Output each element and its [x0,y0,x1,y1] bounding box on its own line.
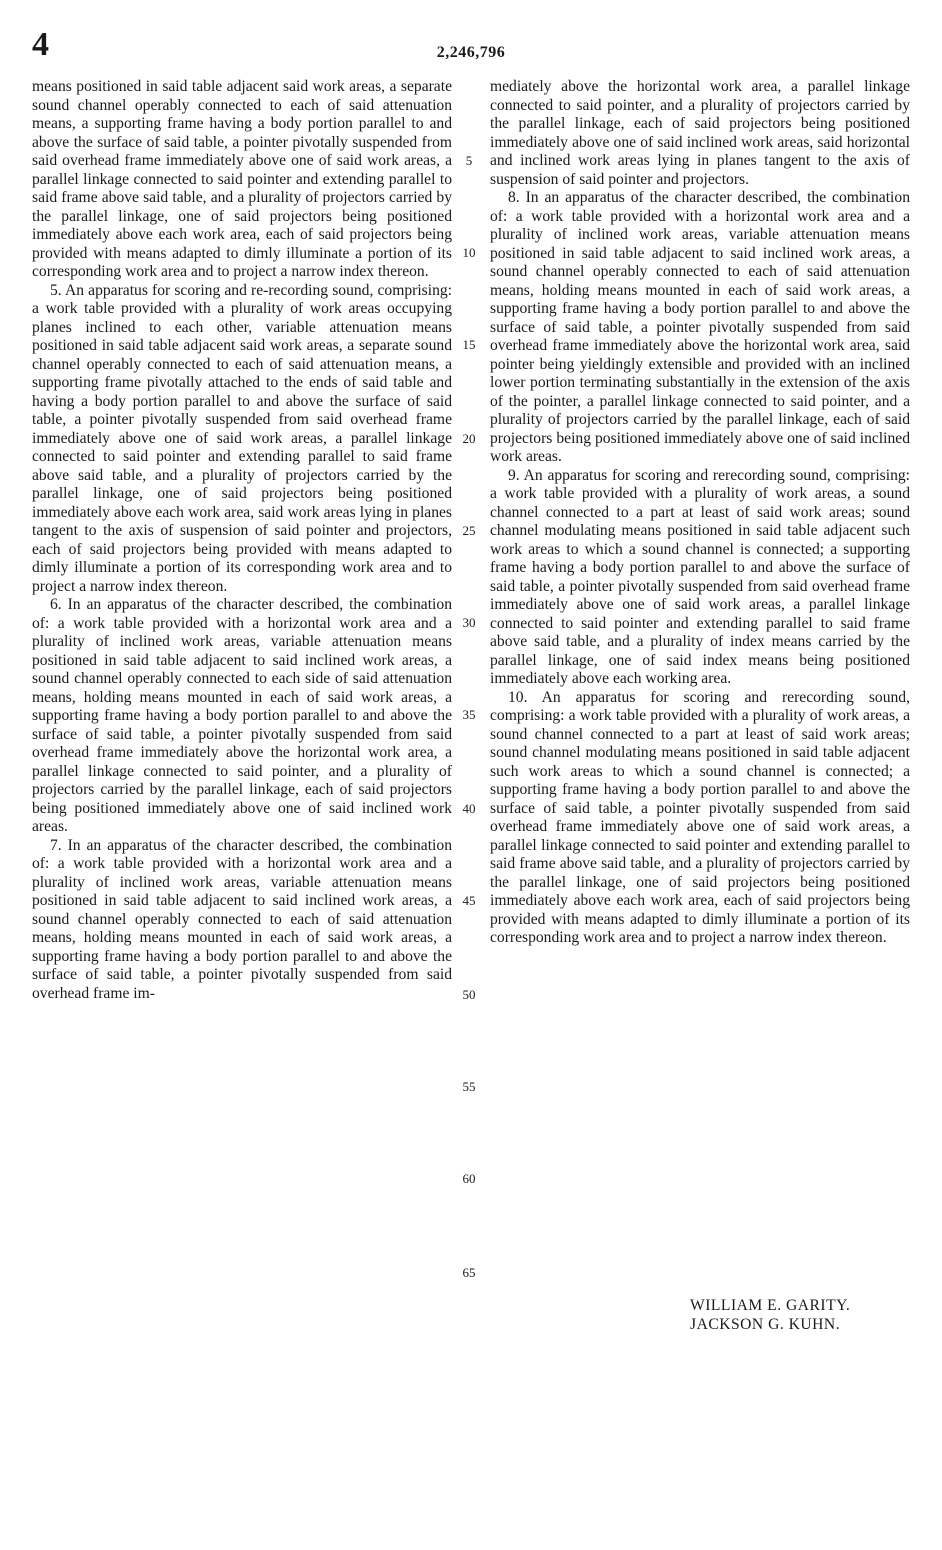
line-number: 35 [462,707,476,722]
line-number: 25 [462,523,476,538]
line-number: 20 [462,431,476,446]
line-number: 45 [462,893,476,908]
claim-paragraph: means positioned in said table adjacent said work areas, a separate sound channel operably connected to each of said attenuation means, a supporting frame having a body portion parallel to and above the surface of said table, a pointer pivotally suspended from said overhead frame immediately above one of said work areas, a parallel linkage connected to said pointer and extending parallel to said frame above said table, and a plurality of projectors carried by the parallel linkage, one of said projectors being positioned immediately above each work area, each of said projectors being provided with means adapted to dimly illuminate a portion of its corresponding work area and to project a narrow index thereon. [32,78,452,280]
line-number: 40 [462,801,476,816]
claim-paragraph: 6. In an apparatus of the character described, the combination of: a work table provided with a horizontal work area and a plurality of inclined work areas, variable attenuation means positioned in said table adjacent to said inclined work areas, a sound channel operably connected to each side of said attenuation means, holding means mounted in each of said work areas, a supporting frame having a body portion parallel to and above the surface of said table, a pointer pivotally suspended from said overhead frame immediately above the horizontal work area, a parallel linkage connected to said pointer, and a plurality of projectors carried by the parallel linkage, each of said projectors being positioned immediately above one of said inclined work areas. [32,596,452,835]
inventor-name: WILLIAM E. GARITY. [690,1297,851,1314]
left-column [32,78,452,1003]
claim-paragraph: 8. In an apparatus of the character described, the combination of: a work table provided with a horizontal work area and a plurality of inclined work areas, variable attenuation means positioned in said table adjacent to said inclined work areas, a sound channel operably connected to each of said attenuation means, holding means mounted in each of said work areas, a supporting frame having a body portion parallel to and above the surface of said table, a pointer pivotally suspended from said overhead frame immediately above the horizontal work area, said pointer being yieldingly extensible and provided with an inclined lower portion terminating substantially in the extension of the axis of the pointer, a parallel linkage connected to said pointer, and a plurality of projectors carried by the parallel linkage, each of said projectors being positioned immediately above one of said inclined work areas. [490,189,910,465]
claim-paragraph: 5. An apparatus for scoring and re-recording sound, comprising: a work table provided with a plurality of work areas occupying planes inclined to each other, variable attenuation means positioned in said table adjacent said work areas, a separate sound channel operably connected to each of said attenuation means, a supporting frame pivotally attached to the ends of said table and having a body portion parallel to and above the surface of said table, a pointer pivotally suspended from said overhead frame immediately above one of said work areas, a parallel linkage connected to said pointer and extending parallel to said frame above said table, and a plurality of projectors carried by the parallel linkage, one of said projectors being positioned immediately above each work area, said work areas lying in planes tangent to the axis of suspension of said pointer and projectors, each of said projectors being provided with means adapted to dimly illuminate a portion of its corresponding work area and to project a narrow index thereon. [32,281,452,595]
line-number: 15 [462,337,476,352]
claim-paragraph: 9. An apparatus for scoring and rerecording sound, comprising: a work table provided with a plurality of work areas, a sound channel connected to a part at least of said work areas; sound channel modulating means positioned in said table adjacent such work areas to which a sound channel is connected; a supporting frame having a body portion parallel to and above the surface of said table, a pointer pivotally suspended from said overhead frame immediately above one of said work areas, a parallel linkage connected to said pointer and extending parallel to said frame above said table, and a plurality of index means carried by the parallel linkage, one of said index means being positioned immediately above each working area. [490,466,910,687]
line-number: 65 [462,1265,476,1280]
line-number: 50 [462,987,476,1002]
patent-number: 2,246,796 [436,44,506,61]
signature-block [690,1296,850,1334]
page-number: 4 [32,26,49,63]
line-number: 60 [462,1171,476,1186]
claim-paragraph: mediately above the horizontal work area, a parallel linkage connected to said pointer, and a plurality of projectors carried by the parallel linkage, each of said projectors being positioned immediately above one of said inclined work areas, said horizontal and inclined work areas lying in planes tangent to the axis of suspension of said pointer and projectors. [490,78,910,188]
claim-paragraph: 10. An apparatus for scoring and rerecording sound, comprising: a work table provided with a plurality of work areas, a sound channel connected to a part at least of said work areas; sound channel modulating means positioned in said table adjacent such work areas to which a sound channel is connected; a supporting frame having a body portion parallel to and above the surface of said table, a pointer pivotally suspended from said overhead frame immediately above one of said work areas, a parallel linkage connected to said pointer and extending parallel to said frame above said table, and a plurality of projectors carried by the parallel linkage, one of said projectors being positioned immediately above each work area, each of said projectors being provided with means adapted to dimly illuminate a portion of its corresponding work area and to project a narrow index thereon. [490,688,910,946]
right-column [490,78,910,948]
claim-paragraph: 7. In an apparatus of the character described, the combination of: a work table provided with a horizontal work area and a plurality of inclined work areas, variable attenuation means positioned in said table adjacent to said inclined work areas, a sound channel operably connected to each of said attenuation means, holding means mounted in each of said work areas, a supporting frame having a body portion parallel to and above the surface of said table, a pointer pivotally suspended from said overhead frame im- [32,836,452,1002]
line-number: 5 [465,153,473,168]
line-number: 10 [462,245,476,260]
inventor-name: JACKSON G. KUHN. [690,1316,841,1333]
line-number: 30 [462,615,476,630]
line-number: 55 [462,1079,476,1094]
